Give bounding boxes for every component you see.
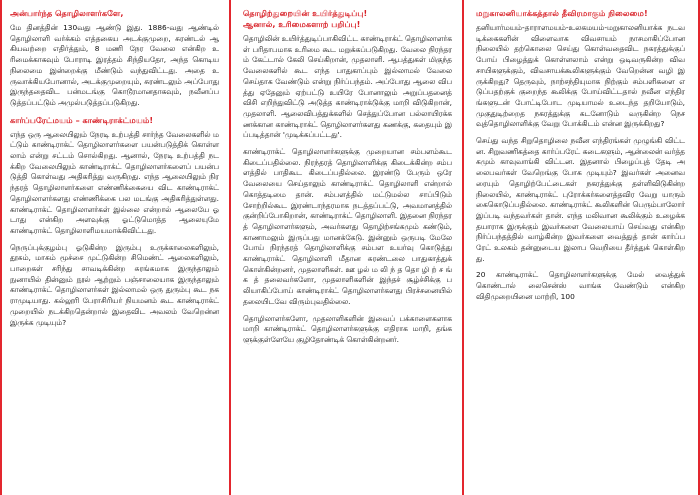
section-heading: மறுகாலனியாக்கத்தால் தீவிரமாகும் நிலைமை! xyxy=(476,8,648,18)
section-heading: கார்ப்பரேட்மயம் – காண்டிராக்ட்மயம்! xyxy=(10,114,154,125)
column-divider xyxy=(229,0,231,495)
body-paragraph: காண்டிராக்ட் தொழிலாளர்களுக்கு முறையான சம்பளம்கூட கிடைப்பதில்லை. நிரந்தரத் தொழிலாளிக்கு கிடைக்கின்ற சம்பளத்தில் பாதிகூட கிடைப்பதில்லை. இரண்டு பேரும் ஒரே வேலையை செய்தாலும் காண்டிராக்ட் தொழிலாளி என்றால் கொத்தடிமை தான். சம்பளத்தில் மட்டுமல்ல சாப்பிடும் சோற்றில்கூட இரண்டாந்தரமாக நடத்தப்பட்டு, அவமானத்தில் குன்றிப்போகிறான், காண்டிராக்ட் தொழிலாளி. இதனை நிரந்தரத் தொழிலாளர்களும், அவர்களது தொழிற்சங்கமும் கண்டும், காணாமலும் இருப்பது மானக்கேடு. இன்னும் ஒருபடி மேலே போய் நிரந்தரத் தொழிலாளிக்கு சம்பள உயர்வு கொடுத்து காண்டிராக்ட் தொழிலாளி மீதான சுரண்டலை பாதுகாத்துக் கொள்கின்றனர், முதலாளிகள். ஊ ழல் ம லி ந் த தொ ழி ற் ச ங் க த் தலைவர்களோ, முதலாளிகளின் இந்தச் சூழ்ச்சிக்கு பலியாகிப்போய் காண்டிராக்ட் தொழிலாளர்களது பிரச்சனையில் தலையிடவே விரும்புவதில்லை. xyxy=(243,147,452,306)
section-heading: தொழிற்துறையின் உயிர்த்துடிப்பு! ஆனால், உரிமைகளாற் பறிப்பு! xyxy=(243,8,368,29)
column-left xyxy=(0,0,225,495)
body-paragraph: நெருப்புக்குழம்பு ஓடுகின்ற இரும்பு உருக்காலைகளிலும், தூசும், மாசும் மூச்சை முட்டுகின்ற சிமெண்ட் ஆலைகளிலும், பாறைகள் சரிந்து சாவடிக்கின்ற சுரங்கமாக இருந்தாலும் நுனாயில் தின்னும் நூல் ஆற்றும் பஞ்சாலையாக இருந்தாலும் காண்டிராக்ட் தொழிலாளர்கள் இல்லாமல் ஒரு துரும்பு கூட நகராமுடியாது. கல்லூரி பேராசிரியர் நியமனம் கூட காண்டிராக்ட் முறையில் நடக்கிறதென்றால் இதைவிட அவலம் வேறென்ன இருக்க முடியும்? xyxy=(10,242,219,327)
body-paragraph: செய்து வந்த சிறுதொழிலை நவீன எந்திரங்கள் முழுங்கி விட்டன. சிறுவணிகத்தை கார்ப்பரேட் கடைகளும், ஆன்லைன் வர்த்தகமும் காவுவாங்கி விட்டன. இதனால் பிழைப்புத் தேடி அலைபவர்கள் வேறெங்கு போக முடியும்? இவர்கள் அனைவரையும் தொழிற்பேட்டைகள் நகரத்துக்கு தள்ளிவிடுகின்ற நிலையில், காண்டிராக்ட் புரோக்கர்களைத்தவிர வேறு யாரும் கைகொடுப்பதில்லை. காண்டிராக்ட் கூலிகளின் பெரும்பாலோர் இப்படி வந்தவர்கள் தான். எந்த மலிவான கூலிக்கும் உழைக்க தயாராக இருக்கும் இவர்களை வேலையாய் செய்வது என்கிற நிர்ப்பந்தத்தில் வாழ்கின்ற இவர்களை வைத்துத் தான் கார்ப்பரேட் உலகம் தன்னுடைய இலாப வெறியை தீர்த்துக் கொள்கிறது. xyxy=(476,136,685,263)
greeting-heading: அன்பார்ந்த தொழிலாளர்களே, xyxy=(10,8,124,18)
column-divider xyxy=(462,0,464,495)
body-paragraph: தொழிலாளர்களோ, முதலாளிகளின் இவைப் பக்காளைகளாக மாறி காண்டிராக்ட் தொழிலாளர்களுக்கு எதிராக மாறி, தங்களுக்குள்ளேயே குழிதோண்டிக் கொள்கின்றனர். xyxy=(243,313,452,344)
body-paragraph: எந்த ஒரு ஆலையிலும் நேரடி உற்பத்தி சார்ந்த வேலைகளில் மட்டும் காண்டிராக்ட் தொழிலாளர்களை பயன்படுத்திக் கொள்ளலாம் என்று சட்டம் சொல்கிறது. ஆனால், நேரடி உற்பத்தி நடக்கிற வேலையிலும் காண்டிராக்ட் தொழிலாளர்களைப் பயன்படுத்தி கொள்வது அதிகரித்து வருகிறது. எந்த ஆலையிலும் நிரந்தரத் தொழிலாளர்களை எண்ணிக்கையை விட காண்டிராக்ட் தொழிலாளர்களது எண்ணிக்கை பல மடங்கு அதிகரித்துள்ளது. காண்டிராக்ட் தொழிலாளர்கள் இல்லை என்றால் ஆலையே ஓடாது என்கிற அளவுக்கு ஓட்டுமொத்த ஆலையுமே காண்டிராக்ட் தொழிலாளிமயமாக்கிவிட்டது. xyxy=(10,129,219,235)
body-paragraph: தனியார்மயம்-தாராளமயம்-உலகமயம்-மறுகாலனியாக்க நடவடிக்கைகளின் விளைவாக விவசாயம் நாசமாகிப்போன நிலையில் தற்கொலை செய்து கொள்வதைவிட நகரத்துக்குப் போய் பிழைத்துக் கொள்ளலாம் என்று ஒடிவருகின்ற விவசாயிகளுக்கும், விவசாயக்கூலிகளுக்கும் வேறென்ன வழி இருக்கிறது? தெருவும், நாற்சந்தியுமாக நிற்கும் சம்பளிகளை எடுப்பதற்குக் குறைந்த கூலிக்கு போய்விட்டதால் நவீன எந்திரங்களுடன் போட்டிபோட முடியாமல் உடைந்த தறியோடும், முகுதுடிற்றைத நகரத்துக்கு கடனோடும் வருகின்ற நெசவுத்தொழிலாளிக்கு வேறு போக்கிடம் என்ன இருக்கிறது? xyxy=(476,23,685,129)
body-paragraph: தொழிலின் உயிர்த்துடிப்பாகிவிட்ட காண்டிராக்ட் தொழிலாளர்கள் பரிதாபமாக உரிமை கூட மறுக்கப்படுகிறது. வேலை நிரந்தரம் கேட்டால் கேலி செய்கிறான், முதலாளி. ஆபத்துகள் மிகுந்த வேலைகளில் கூட எந்த பாதுகாப்பும் இல்லாமல் வேலை செய்தாக வேண்டும் என்று நிர்ப்பந்தம். அப்போது ஆலை விபத்து ஏதேனும் ஏற்பட்டு உயிரே போனாலும் அறுப்பதனைத் விசி எறிந்துவிட்டு அடுத்த காண்டிராக்டுக்கு மாறி விடுகிறான், முதலாளி. ஆலைவிபத்துக்களில் செத்துப்போன பல்லாயிரக்கணக்கான காண்டிராக்ட் தொழிலாளர்களது கணக்கு, கதையும் இப்படித்தான் 'முடிக்கப்பட்டது'. xyxy=(243,34,452,140)
body-paragraph: 20 காண்டிராக்ட் தொழிலாளர்களுக்கு மேல் வைத்துக் கொண்டால் லைசென்ஸ் வாங்க வேண்டும் என்கிற விதிமுறையினை மாற்றி, 100 xyxy=(476,270,685,301)
column-middle xyxy=(233,0,458,495)
column-right xyxy=(466,0,691,495)
intro-paragraph: மே தினத்தின் 130வது ஆண்டு இது. 1886-வது ஆண்டில் தொழிலாளி வர்க்கம் எத்தகைய அடக்குமுறை, சுரண்டல் ஆகியவற்றை எதிர்த்தும், 8 மணி நேர வேலை என்கிற உரிமைக்காகவும் போராடி இரத்தம் சிந்தியதோ, அந்த கொடியநிலைமை இன்றைக்கு மீண்டும் வந்துவிட்டது. அதை உருவாக்கியபோனால், அடக்குமுறையும், சுரண்டலும் அப்போது இருந்ததைவிட பன்மடங்கு கொடூரமானதாகவும், நவீனப்படுத்தப்பட்டும் அமுல்படுத்தப்படுகிறது. xyxy=(10,23,219,107)
